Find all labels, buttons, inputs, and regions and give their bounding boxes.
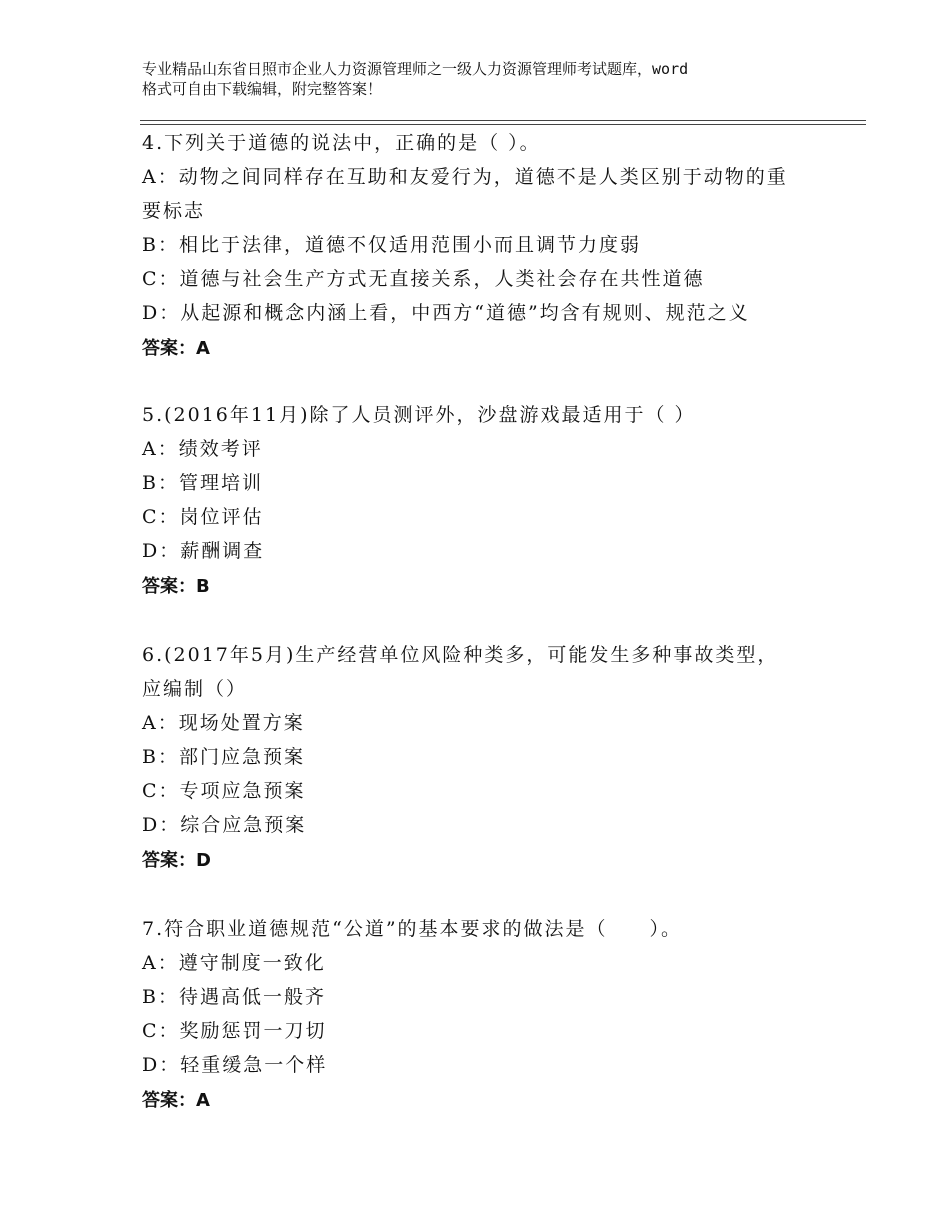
option-b: B：部门应急预案 xyxy=(142,746,305,768)
option-c: C：专项应急预案 xyxy=(142,780,306,802)
header-divider-bottom xyxy=(140,124,866,125)
option-a: A：绩效考评 xyxy=(142,438,263,460)
option-b: B：相比于法律，道德不仅适用范围小而且调节力度弱 xyxy=(142,234,641,256)
question-stem: 4.下列关于道德的说法中，正确的是（ ）。 xyxy=(142,132,541,154)
option-b: B：管理培训 xyxy=(142,472,263,494)
answer-label: 答案：A xyxy=(142,1090,210,1111)
option-a: A：动物之间同样存在互助和友爱行为，道德不是人类区别于动物的重 xyxy=(142,166,788,188)
option-a: A：遵守制度一致化 xyxy=(142,952,326,974)
header-divider-top xyxy=(140,120,866,121)
question-stem: 7.符合职业道德规范“公道”的基本要求的做法是（ ）。 xyxy=(142,918,683,940)
answer-label: 答案：B xyxy=(142,576,210,597)
header-title-line-2: 格式可自由下载编辑，附完整答案！ xyxy=(142,80,383,98)
option-d: D：从起源和概念内涵上看，中西方“道德”均含有规则、规范之义 xyxy=(142,302,750,324)
option-a: A：现场处置方案 xyxy=(142,712,305,734)
option-c: C：道德与社会生产方式无直接关系，人类社会存在共性道德 xyxy=(142,268,705,290)
option-c: C：奖励惩罚一刀切 xyxy=(142,1020,327,1042)
question-stem-continued: 应编制（） xyxy=(142,678,248,700)
answer-label: 答案：A xyxy=(142,338,210,359)
option-c: C：岗位评估 xyxy=(142,506,264,528)
header-title-line-1: 专业精品山东省日照市企业人力资源管理师之一级人力资源管理师考试题库，word xyxy=(142,60,689,78)
option-b: B：待遇高低一般齐 xyxy=(142,986,326,1008)
option-a-continued: 要标志 xyxy=(142,200,206,222)
answer-label: 答案：D xyxy=(142,850,211,871)
option-d: D：综合应急预案 xyxy=(142,814,307,836)
option-d: D：薪酬调查 xyxy=(142,540,265,562)
question-stem: 5.(2016年11月)除了人员测评外，沙盘游戏最适用于（ ） xyxy=(142,404,696,426)
document-header xyxy=(142,59,832,99)
question-stem: 6.(2017年5月)生产经营单位风险种类多，可能发生多种事故类型， xyxy=(142,644,779,666)
option-d: D：轻重缓急一个样 xyxy=(142,1054,328,1076)
